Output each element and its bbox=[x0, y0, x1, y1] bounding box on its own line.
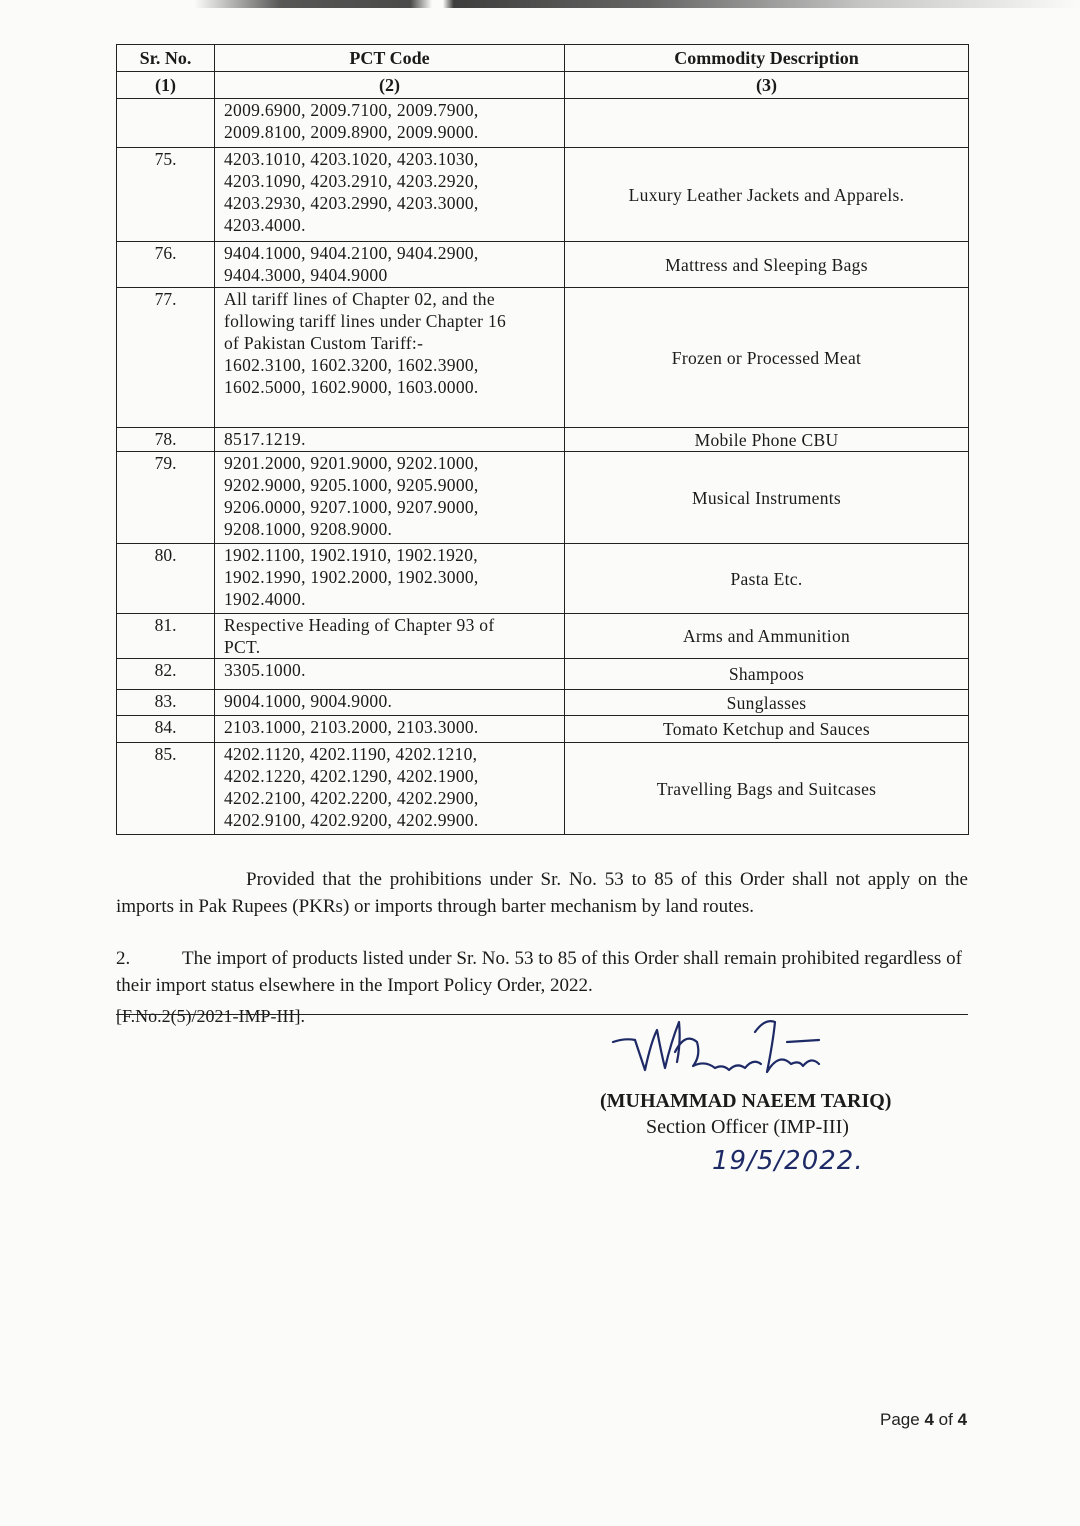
pct-code-line: 4203.1090, 4203.2910, 4203.2920, bbox=[224, 171, 479, 191]
signatory-title: Section Officer (IMP-III) bbox=[646, 1116, 849, 1138]
cell-commodity-description bbox=[565, 99, 969, 148]
cell-sr-no: 75. bbox=[117, 148, 215, 242]
pct-code-line: 4202.9100, 4202.9200, 4202.9900. bbox=[224, 810, 479, 830]
pct-code-line: 9404.1000, 9404.2100, 9404.2900, bbox=[224, 243, 479, 263]
table-row bbox=[117, 288, 969, 428]
cell-pct-code bbox=[215, 288, 565, 428]
cell-sr-no: 78. bbox=[117, 428, 215, 452]
cell-commodity-description: Tomato Ketchup and Sauces bbox=[565, 716, 969, 743]
table-subheader-row bbox=[117, 72, 969, 99]
page-of: of bbox=[938, 1410, 953, 1429]
clause-text: The import of products listed under Sr. No. 53 to 85 of this Order shall remain prohibited regardless of their import status elsewhere in the Import Policy Order, 2022. bbox=[116, 948, 962, 996]
pct-code-line: PCT. bbox=[224, 637, 261, 657]
subheader-1: (1) bbox=[117, 72, 215, 99]
cell-pct-code bbox=[215, 614, 565, 659]
cell-commodity-description: Mattress and Sleeping Bags bbox=[565, 242, 969, 288]
pct-code-line: 1902.4000. bbox=[224, 589, 306, 609]
header-commodity-description: Commodity Description bbox=[565, 45, 969, 72]
pct-code-line: 4203.2930, 4203.2990, 4203.3000, bbox=[224, 193, 479, 213]
subheader-2: (2) bbox=[215, 72, 565, 99]
pct-code-line: 9208.1000, 9208.9000. bbox=[224, 519, 393, 539]
pct-code-line: Respective Heading of Chapter 93 of bbox=[224, 615, 495, 635]
table-row bbox=[117, 99, 969, 148]
page-total: 4 bbox=[957, 1410, 968, 1429]
table-row bbox=[117, 690, 969, 716]
cell-commodity-description: Mobile Phone CBU bbox=[565, 428, 969, 452]
handwritten-signature bbox=[605, 1012, 845, 1092]
header-pct-code: PCT Code bbox=[215, 45, 565, 72]
table-row bbox=[117, 743, 969, 835]
handwritten-date: 19/5/2022. bbox=[712, 1146, 864, 1176]
pct-code-line: 9202.9000, 9205.1000, 9205.9000, bbox=[224, 475, 479, 495]
cell-commodity-description: Frozen or Processed Meat bbox=[565, 288, 969, 428]
cell-commodity-description: Shampoos bbox=[565, 659, 969, 690]
table-body bbox=[117, 99, 969, 835]
proviso-paragraph: Provided that the prohibitions under Sr. No. 53 to 85 of this Order shall not apply on the imports in Pak Rupees (PKRs) or imports through barter mechanism by land routes. bbox=[116, 869, 968, 917]
cell-pct-code bbox=[215, 148, 565, 242]
clause-number: 2. bbox=[116, 948, 131, 969]
cell-pct-code bbox=[215, 99, 565, 148]
pct-code-line: 2103.1000, 2103.2000, 2103.3000. bbox=[224, 717, 479, 737]
scan-edge-shadow bbox=[0, 0, 1080, 8]
cell-commodity-description: Sunglasses bbox=[565, 690, 969, 716]
cell-commodity-description: Musical Instruments bbox=[565, 452, 969, 544]
cell-sr-no: 81. bbox=[117, 614, 215, 659]
pct-code-line: 9404.3000, 9404.9000 bbox=[224, 265, 388, 285]
subheader-3: (3) bbox=[565, 72, 969, 99]
pct-code-line: All tariff lines of Chapter 02, and the bbox=[224, 289, 495, 309]
cell-sr-no: 84. bbox=[117, 716, 215, 743]
file-reference: [F.No.2(5)/2021-IMP-III]. bbox=[116, 1006, 306, 1026]
table-row bbox=[117, 428, 969, 452]
pct-code-line: 8517.1219. bbox=[224, 429, 306, 449]
pct-code-line: 4202.1220, 4202.1290, 4202.1900, bbox=[224, 766, 479, 786]
cell-sr-no: 77. bbox=[117, 288, 215, 428]
pct-code-line: 9201.2000, 9201.9000, 9202.1000, bbox=[224, 453, 479, 473]
table-row bbox=[117, 452, 969, 544]
table-row bbox=[117, 148, 969, 242]
table-row bbox=[117, 716, 969, 743]
table-row bbox=[117, 242, 969, 288]
pct-code-line: 9206.0000, 9207.1000, 9207.9000, bbox=[224, 497, 479, 517]
cell-sr-no: 79. bbox=[117, 452, 215, 544]
table-row bbox=[117, 614, 969, 659]
cell-pct-code bbox=[215, 428, 565, 452]
cell-commodity-description: Luxury Leather Jackets and Apparels. bbox=[565, 148, 969, 242]
cell-commodity-description: Pasta Etc. bbox=[565, 544, 969, 614]
page-number bbox=[880, 1410, 967, 1430]
pct-code-line: of Pakistan Custom Tariff:- bbox=[224, 333, 424, 353]
pct-code-line: 2009.8100, 2009.8900, 2009.9000. bbox=[224, 122, 479, 142]
cell-sr-no bbox=[117, 99, 215, 148]
cell-sr-no: 85. bbox=[117, 743, 215, 835]
cell-pct-code bbox=[215, 452, 565, 544]
cell-sr-no: 82. bbox=[117, 659, 215, 690]
cell-sr-no: 83. bbox=[117, 690, 215, 716]
cell-sr-no: 80. bbox=[117, 544, 215, 614]
cell-pct-code bbox=[215, 544, 565, 614]
pct-code-line: 4203.4000. bbox=[224, 215, 306, 235]
pct-code-line: 4202.2100, 4202.2200, 4202.2900, bbox=[224, 788, 479, 808]
clause-2-paragraph bbox=[116, 945, 968, 999]
cell-sr-no: 76. bbox=[117, 242, 215, 288]
pct-code-line: 4203.1010, 4203.1020, 4203.1030, bbox=[224, 149, 479, 169]
cell-pct-code bbox=[215, 659, 565, 690]
page-prefix: Page bbox=[880, 1410, 920, 1429]
pct-code-line: 9004.1000, 9004.9000. bbox=[224, 691, 393, 711]
cell-pct-code bbox=[215, 690, 565, 716]
pct-code-line: 1602.3100, 1602.3200, 1602.3900, bbox=[224, 355, 479, 375]
cell-commodity-description: Arms and Ammunition bbox=[565, 614, 969, 659]
pct-code-line: 1902.1100, 1902.1910, 1902.1920, bbox=[224, 545, 478, 565]
cell-pct-code bbox=[215, 242, 565, 288]
pct-code-line: following tariff lines under Chapter 16 bbox=[224, 311, 507, 331]
header-sr-no: Sr. No. bbox=[117, 45, 215, 72]
cell-pct-code bbox=[215, 743, 565, 835]
table-row bbox=[117, 544, 969, 614]
pct-code-line: 1902.1990, 1902.2000, 1902.3000, bbox=[224, 567, 479, 587]
signatory-name: (MUHAMMAD NAEEM TARIQ) bbox=[600, 1090, 892, 1112]
cell-commodity-description: Travelling Bags and Suitcases bbox=[565, 743, 969, 835]
pct-code-line: 3305.1000. bbox=[224, 660, 306, 680]
pct-code-line: 4202.1120, 4202.1190, 4202.1210, bbox=[224, 744, 478, 764]
table-row bbox=[117, 659, 969, 690]
table-header-row bbox=[117, 45, 969, 72]
pct-code-line: 1602.5000, 1602.9000, 1603.0000. bbox=[224, 377, 479, 397]
cell-pct-code bbox=[215, 716, 565, 743]
page-current: 4 bbox=[924, 1410, 934, 1429]
pct-code-line: 2009.6900, 2009.7100, 2009.7900, bbox=[224, 100, 479, 120]
pct-code-table bbox=[116, 44, 969, 835]
